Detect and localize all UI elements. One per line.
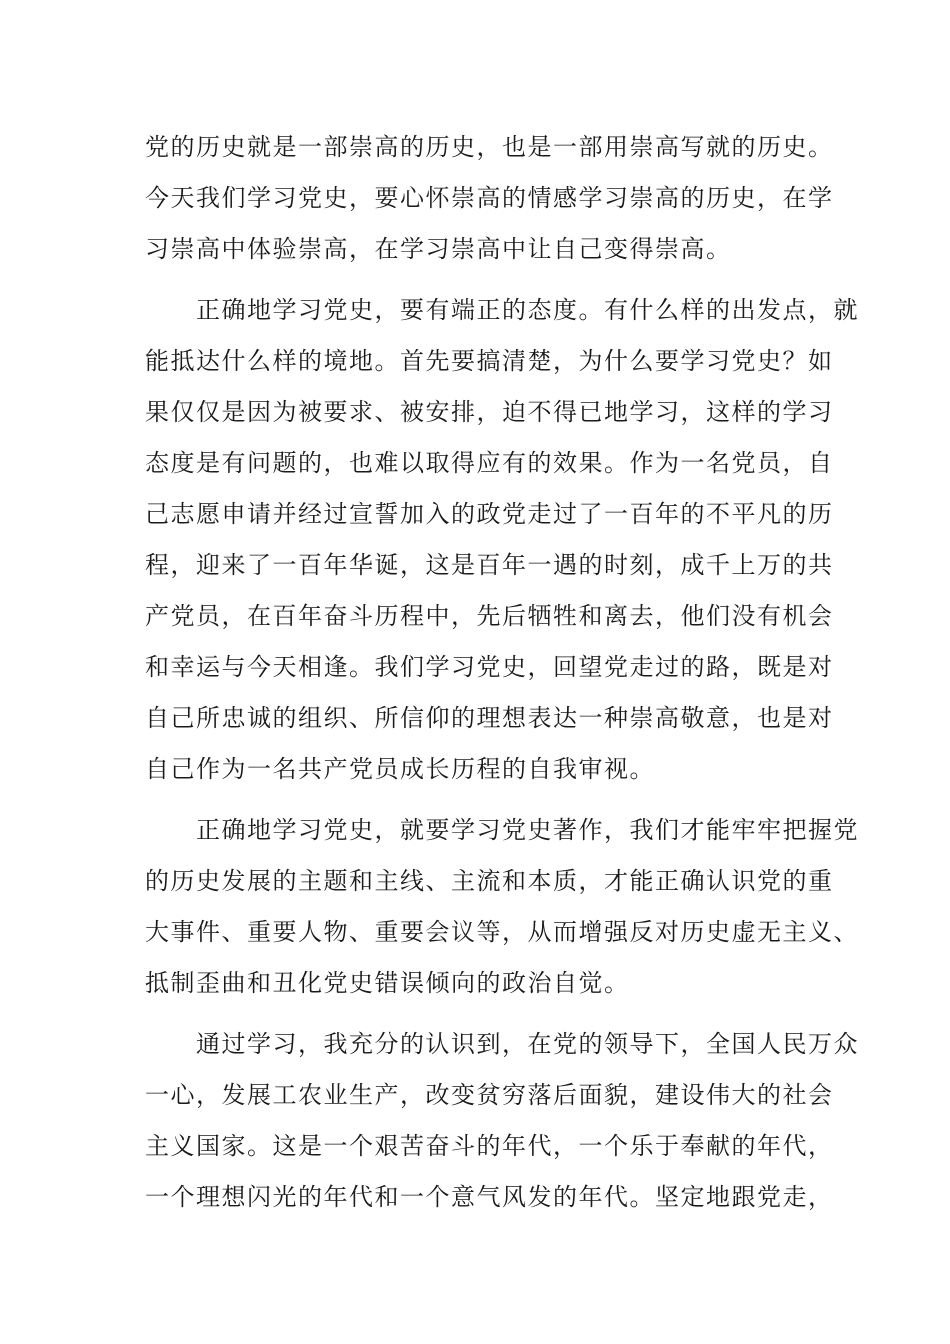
paragraph-3 [145, 810, 859, 1014]
text-line: 态度是有问题的，也难以取得应有的效果。作为一名党员，自 [145, 449, 834, 477]
text-line: 抵制歪曲和丑化党史错误倾向的政治自觉。 [145, 969, 630, 997]
text-line: 和幸运与今天相逢。我们学习党史，回望党走过的路，既是对 [145, 653, 834, 681]
text-line: 能抵达什么样的境地。首先要搞清楚，为什么要学习党史？如 [145, 347, 834, 375]
text-line: 习崇高中体验崇高，在学习崇高中让自己变得崇高。 [145, 235, 732, 263]
text-line: 今天我们学习党史，要心怀崇高的情感学习崇高的历史，在学 [145, 184, 834, 212]
text-line: 自己所忠诚的组织、所信仰的理想表达一种崇高敬意，也是对 [145, 704, 834, 732]
text-line: 果仅仅是因为被要求、被安排，迫不得已地学习，这样的学习 [145, 398, 834, 426]
text-line: 自己作为一名共产党员成长历程的自我审视。 [145, 755, 655, 783]
paragraph-1 [145, 127, 834, 280]
document-body [145, 127, 859, 1228]
text-line: 一个理想闪光的年代和一个意气风发的年代。坚定地跟党走， [145, 1183, 834, 1211]
text-line: 的历史发展的主题和主线、主流和本质，才能正确认识党的重 [145, 867, 834, 895]
text-line: 正确地学习党史，就要学习党史著作，我们才能牢牢把握党 [145, 816, 859, 844]
text-line: 己志愿申请并经过宣誓加入的政党走过了一百年的不平凡的历 [145, 500, 834, 528]
text-line: 主义国家。这是一个艰苦奋斗的年代，一个乐于奉献的年代， [145, 1132, 834, 1160]
text-line: 产党员，在百年奋斗历程中，先后牺牲和离去，他们没有机会 [145, 602, 834, 630]
text-line: 通过学习，我充分的认识到，在党的领导下，全国人民万众 [145, 1030, 859, 1058]
text-line: 大事件、重要人物、重要会议等，从而增强反对历史虚无主义、 [145, 918, 859, 946]
paragraph-4 [145, 1024, 859, 1228]
text-line: 正确地学习党史，要有端正的态度。有什么样的出发点，就 [145, 296, 859, 324]
text-line: 党的历史就是一部崇高的历史，也是一部用崇高写就的历史。 [145, 133, 834, 161]
text-line: 一心，发展工农业生产，改变贫穷落后面貌，建设伟大的社会 [145, 1081, 834, 1109]
text-line: 程，迎来了一百年华诞，这是百年一遇的时刻，成千上万的共 [145, 551, 834, 579]
paragraph-2 [145, 290, 859, 800]
